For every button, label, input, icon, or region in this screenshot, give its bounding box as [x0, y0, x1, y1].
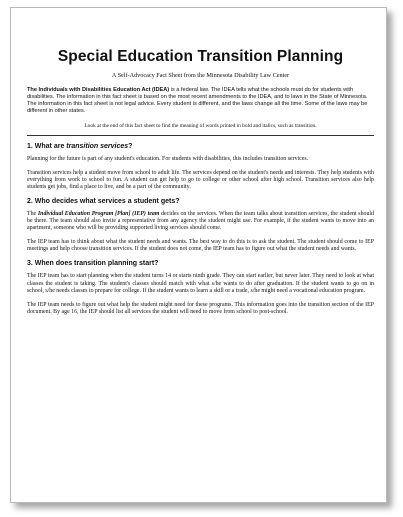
section-3-paragraph-2: The IEP team needs to figure out what help the student might need for these programs. This information goes into the transition section of the IEP document. By age 16, the IEP should list all services the student will need to move from school to post-school.	[27, 301, 374, 315]
intro-text: is a federal law. The IDEA tells what the schools must do for students with disabilities. The information in this fact sheet is based on the most recent amendments to the IDEA, and to laws in the State of Minnesota. The information in this fact sheet is not legal advice. Every student is different, and the laws change all the time. Some of the laws may be different in other states.	[27, 87, 368, 114]
section-1-paragraph-1: Planning for the future is part of any student's education. For students with disabilities, this includes transition services.	[27, 155, 309, 162]
section-1-heading	[27, 143, 374, 150]
section-1-heading-post: ?	[128, 142, 133, 150]
section-2-paragraph-2: The IEP team has to think about what the student needs and wants. The best way to do this is to ask the student. The student should come to IEP meetings and help choose transition services. If the student does not come, the IEP team has to figure out what the student needs and wants.	[27, 239, 374, 253]
section-1-heading-term: transition services	[66, 142, 129, 150]
document-title: Special Education Transition Planning	[57, 48, 344, 65]
document-subtitle: A Self-Advocacy Fact Sheet from the Minnesota Disability Law Center	[111, 72, 290, 79]
intro-bold-term: The Individuals with Disabilities Education Act (IDEA)	[27, 87, 170, 93]
section-2-paragraph-1	[27, 211, 374, 232]
glossary-note: Look at the end of this fact sheet to find the meaning of words printed in bold and italics, such as transition.	[84, 122, 317, 129]
section-3-paragraph-1: The IEP team has to start planning when the student turns 14 or starts ninth grade. They can start earlier, but never later. They need to look at what classes the student is taking. The student's classes should match with what s/he wants to do after graduation. If the student wants to go on in school, s/he needs classes to prepare for college. If the student wants to learn a skill or a trade, s/he might need a vocational education program.	[27, 273, 374, 294]
section-1-heading-pre: 1. What are	[27, 142, 67, 150]
section-2-heading: 2. Who decides what services a student gets?	[27, 198, 180, 205]
section-1-paragraph-2: Transition services help a student move from school to adult life. The services depend on the student's needs and interests. They help students with everything from work to school to fun. A student can get help to go to college or other school after high school. Transition services also help students get jobs, find a place to live, and be a part of the community.	[27, 169, 374, 190]
section-2-p1-pre: The	[27, 211, 38, 217]
section-2-p1-term: Individual Education Program [Plan] (IEP) team	[37, 211, 160, 217]
section-3-heading: 3. When does transition planning start?	[27, 260, 159, 268]
intro-paragraph	[27, 87, 374, 115]
document-page	[10, 7, 387, 503]
section-2-p1-post: decides on the services. When the team talks about transition services, the student should be there. The team should also invite a representative from any agency the student might use. For example, if the student wants to move into an apartment, someone who will be providing supported living services should come.	[27, 211, 374, 232]
divider	[27, 135, 374, 136]
